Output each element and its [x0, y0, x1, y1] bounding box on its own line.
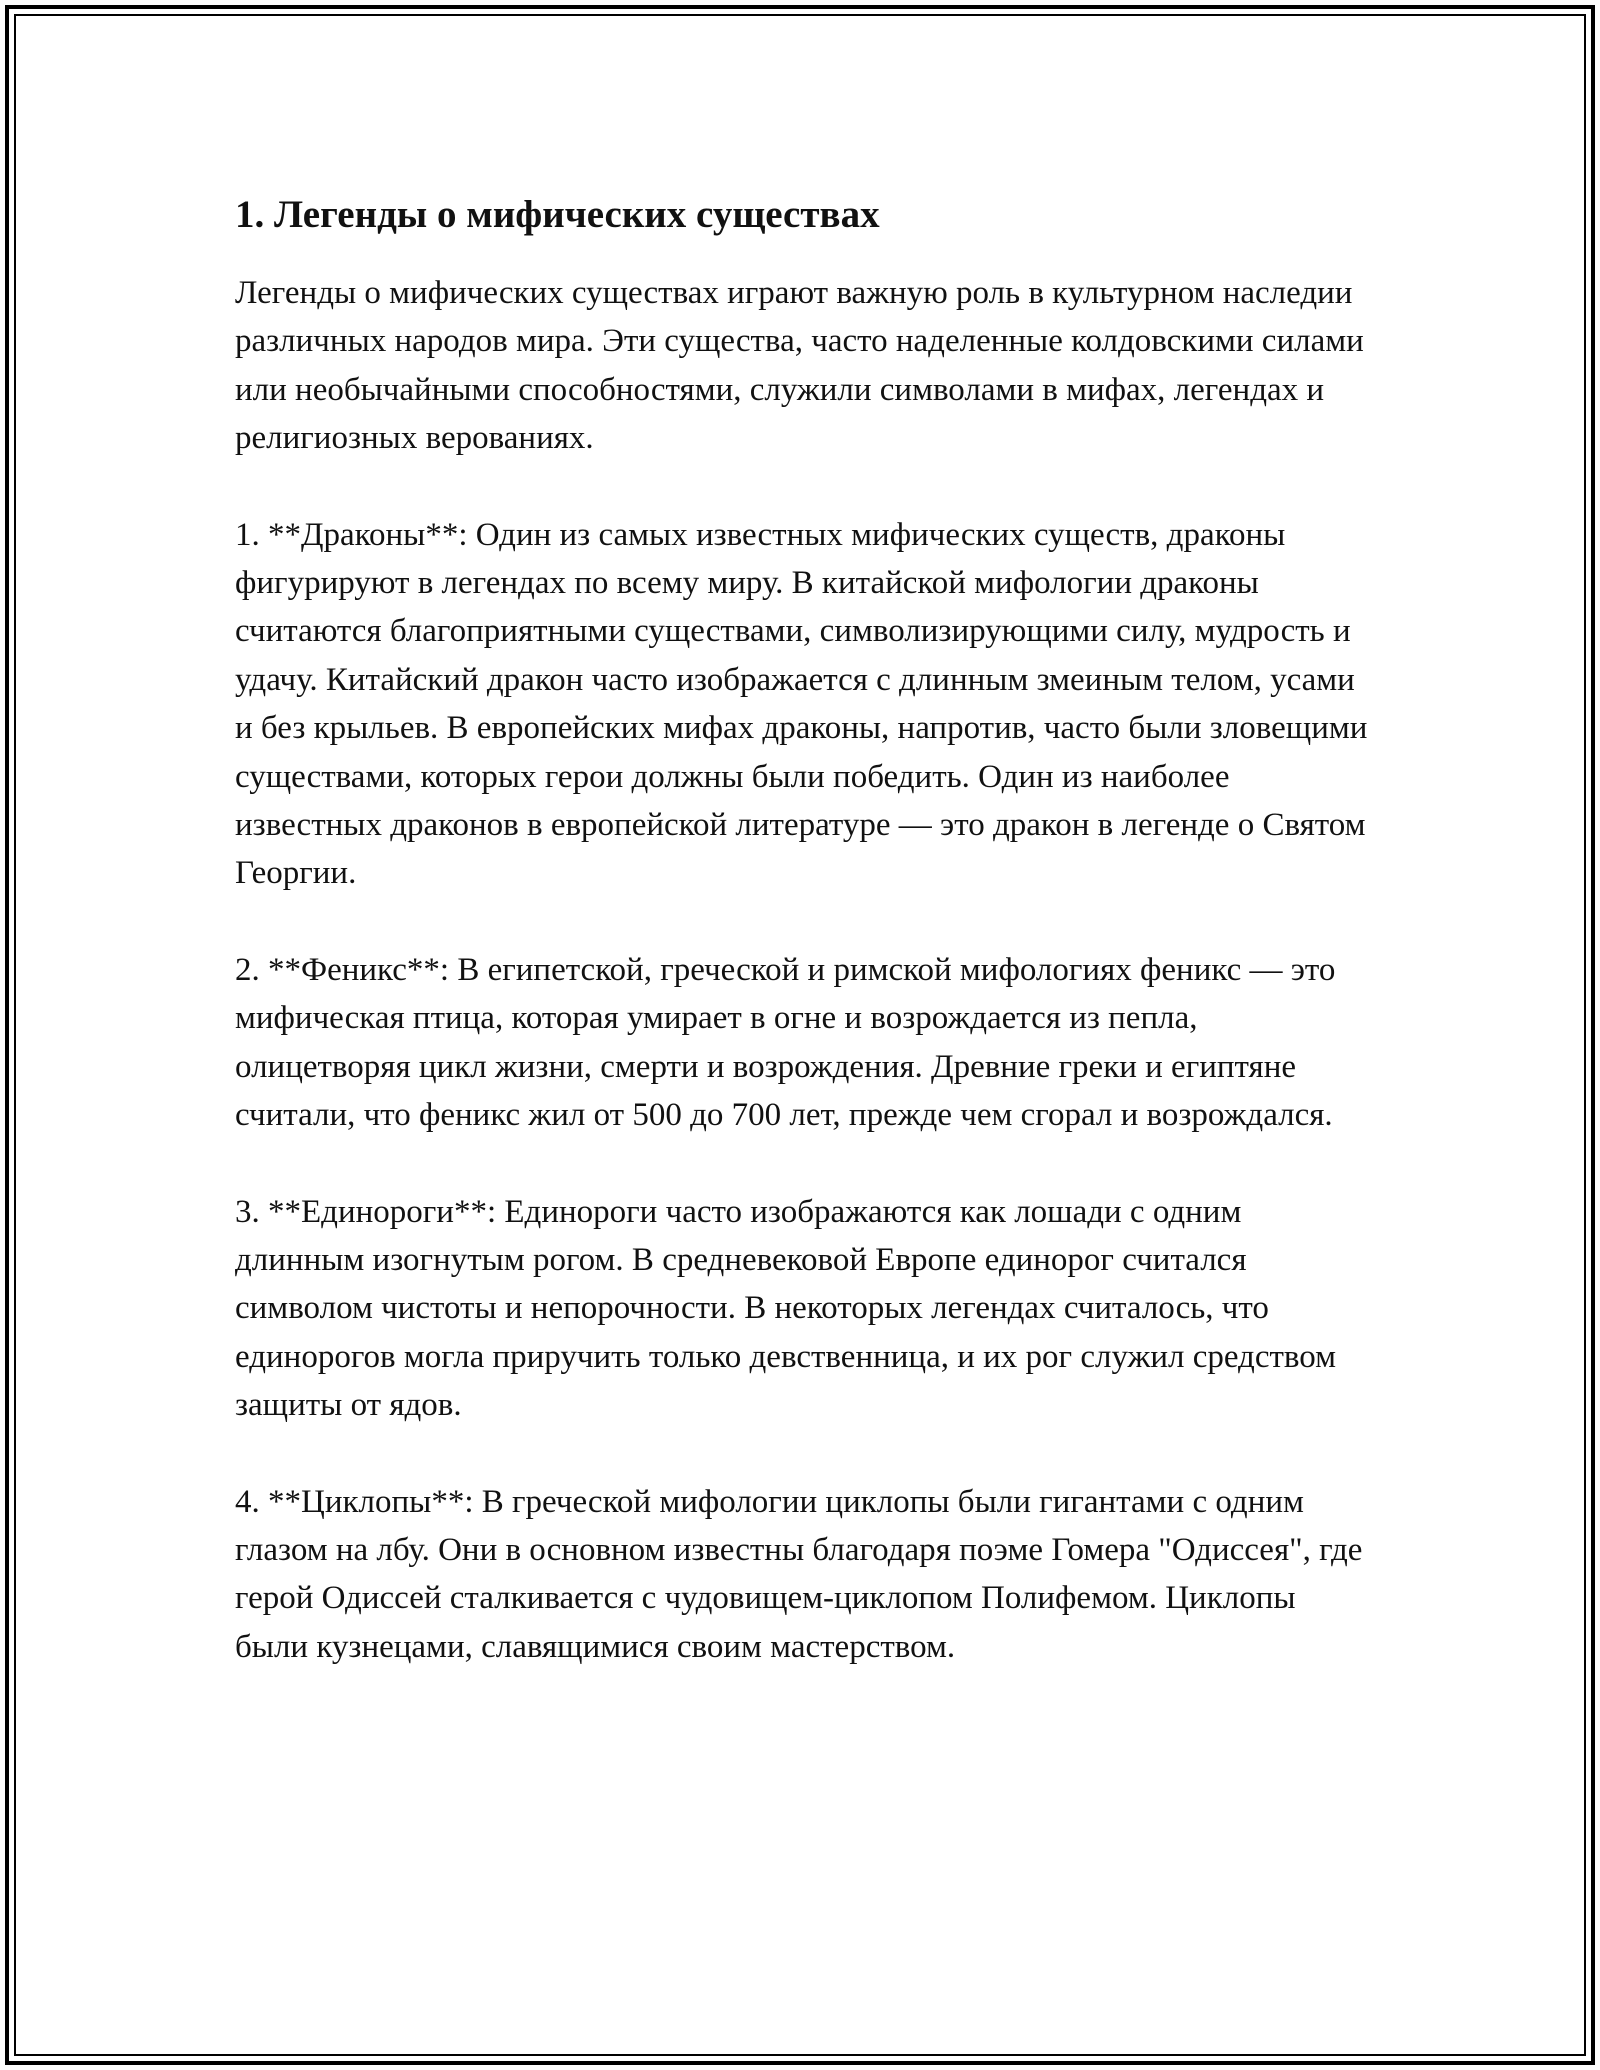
intro-paragraph: Легенды о мифических существах играют важную роль в культурном наследии различных народов мира. Эти существа, часто наделенные колдовскими силами или необычайными способностями, служили символами в мифах, легендах и религиозных верованиях.: [235, 275, 1364, 457]
paragraph-unicorns: 3. **Единороги**: Единороги часто изображаются как лошади с одним длинным изогнутым рогом. В средневековой Европе единорог считался символом чистоты и непорочности. В некоторых легендах считалось, что единорогов могла приручить только девственница, и их рог служил средством защиты от ядов.: [235, 1193, 1337, 1424]
document-title: 1. Легенды о мифических существах: [235, 193, 880, 236]
paragraph-phoenix: 2. **Феникс**: В египетской, греческой и римской мифологиях феникс — это мифическая птица, которая умирает в огне и возрождается из пепла, олицетворяя цикл жизни, смерти и возрождения. Древние греки и египтяне считали, что феникс жил от 500 до 700 лет, прежде чем сгорал и возрождался.: [235, 951, 1336, 1134]
paragraph-dragons: 1. **Драконы**: Один из самых известных мифических существ, драконы фигурируют в легендах по всему миру. В китайской мифологии драконы считаются благоприятными существами, символизирующими силу, мудрость и удачу. Китайский дракон часто изображается с длинным змеиным телом, усами и без крыльев. В европейских мифах драконы, напротив, часто были зловещими существами, которых герои должны были победить. Один из наиболее известных драконов в европейской литературе — это дракон в легенде о Святом Георгии.: [235, 516, 1368, 892]
paragraph-cyclopes: 4. **Циклопы**: В греческой мифологии циклопы были гигантами с одним глазом на лбу. Они в основном известны благодаря поэме Гомера "Одиссея", где герой Одиссей сталкивается с чудовищем-циклопом Полифемом. Циклопы были кузнецами, славящимися своим мастерством.: [235, 1483, 1363, 1665]
document-body: [235, 182, 1370, 1719]
